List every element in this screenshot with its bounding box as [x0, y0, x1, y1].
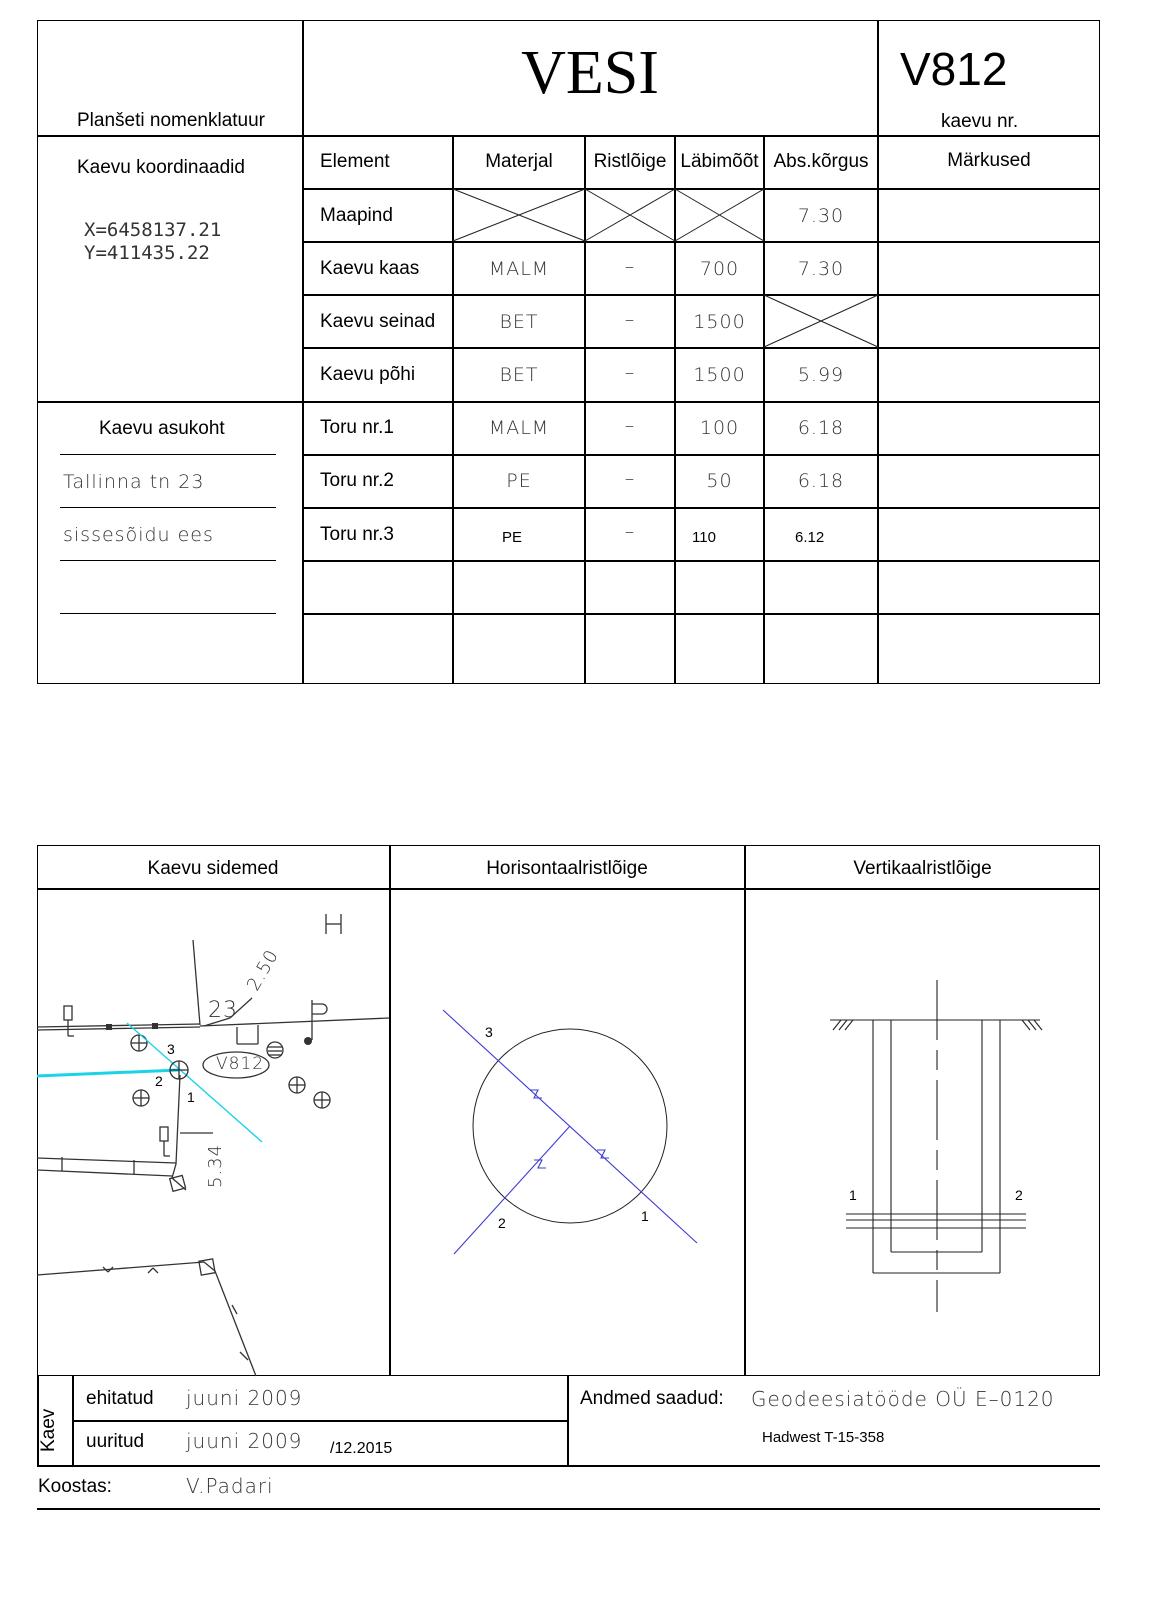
distance-2-50: 2.50	[243, 945, 284, 995]
location-line-1: Tallinna tn 23	[63, 471, 205, 493]
column-header-cross: Ristlõige	[593, 151, 667, 172]
house-number: 23	[208, 998, 238, 1023]
row-diameter: 50	[706, 470, 733, 492]
row-cross: –	[624, 256, 636, 278]
sketch-pipe-1: 1	[187, 1089, 195, 1105]
row-element: Kaevu kaas	[320, 258, 420, 279]
row-material: BET	[499, 364, 539, 386]
column-header-element: Element	[320, 151, 390, 172]
sketch-pipe-2: 2	[155, 1073, 163, 1089]
row-diameter: 110	[692, 529, 716, 546]
built-value: juuni 2009	[186, 1386, 303, 1410]
built-label: ehitatud	[86, 1388, 154, 1409]
row-cross: –	[624, 362, 636, 384]
row-cross: –	[624, 415, 636, 437]
location-label: Kaevu asukoht	[99, 418, 225, 439]
well-code: V812	[900, 43, 1008, 95]
row-material: MALM	[488, 417, 550, 439]
checked-extra: /12.2015	[330, 1440, 393, 1457]
column-header-height: Abs.kõrgus	[773, 151, 869, 172]
location-line-2: sissesõidu ees	[63, 524, 214, 546]
author-value: V.Padari	[186, 1474, 274, 1498]
row-material: PE	[506, 470, 532, 492]
row-height: 6.12	[795, 529, 825, 546]
sketch-well-label: V812	[216, 1054, 265, 1074]
coordinates-label: Kaevu koordinaadid	[77, 157, 245, 178]
sketch-pipe-3: 3	[167, 1041, 175, 1057]
source-extra: Hadwest T-15-358	[762, 1429, 885, 1446]
row-cross: –	[624, 309, 636, 331]
row-height: 6.18	[797, 417, 845, 439]
checked-label: uuritud	[86, 1431, 145, 1452]
sheet-title: VESI	[521, 39, 659, 107]
kaev-label: Kaev	[38, 1408, 59, 1452]
row-diameter: 100	[699, 417, 740, 439]
source-label: Andmed saadud:	[580, 1388, 724, 1409]
panel-title-vertikaal: Vertikaalristlõige	[853, 858, 992, 879]
row-height: 6.18	[797, 470, 845, 492]
coordinate-x: X=6458137.21	[84, 219, 222, 241]
coordinate-y: Y=411435.22	[84, 242, 210, 264]
row-element: Toru nr.3	[320, 524, 394, 545]
panel-title-sidemed: Kaevu sidemed	[147, 858, 279, 879]
row-material: BET	[499, 311, 539, 333]
row-element: Toru nr.1	[320, 417, 394, 438]
row-material: PE	[502, 529, 523, 546]
horizontal-pipe-3: 3	[485, 1024, 493, 1040]
row-height: 5.99	[797, 364, 845, 386]
row-cross: –	[624, 521, 636, 543]
panel-title-horisontaal: Horisontaalristlõige	[486, 858, 648, 879]
row-element: Kaevu seinad	[320, 311, 436, 332]
well-number-label: kaevu nr.	[941, 111, 1019, 132]
author-label: Koostas:	[38, 1476, 112, 1497]
row-height: 7.30	[797, 258, 845, 280]
vertical-pipe-2: 2	[1015, 1187, 1023, 1203]
row-cross: –	[624, 468, 636, 490]
horizontal-pipe-1: 1	[641, 1208, 649, 1224]
row-diameter: 700	[699, 258, 740, 280]
row-material: MALM	[488, 258, 550, 280]
row-element: Maapind	[320, 205, 393, 226]
source-value: Geodeesiatööde OÜ E–0120	[751, 1387, 1055, 1411]
row-element: Kaevu põhi	[320, 364, 416, 385]
column-header-material: Materjal	[485, 151, 553, 172]
row-height: 7.30	[797, 205, 845, 227]
horizontal-pipe-2: 2	[498, 1215, 506, 1231]
distance-5-34: 5.34	[205, 1143, 226, 1188]
nomenclature-label: Planšeti nomenklatuur	[77, 110, 265, 131]
checked-value: juuni 2009	[186, 1429, 303, 1453]
row-diameter: 1500	[693, 311, 746, 333]
row-element: Toru nr.2	[320, 470, 394, 491]
column-header-notes: Märkused	[947, 150, 1031, 171]
row-diameter: 1500	[693, 364, 746, 386]
column-header-diameter: Läbimõõt	[680, 151, 759, 172]
vertical-pipe-1: 1	[849, 1187, 857, 1203]
